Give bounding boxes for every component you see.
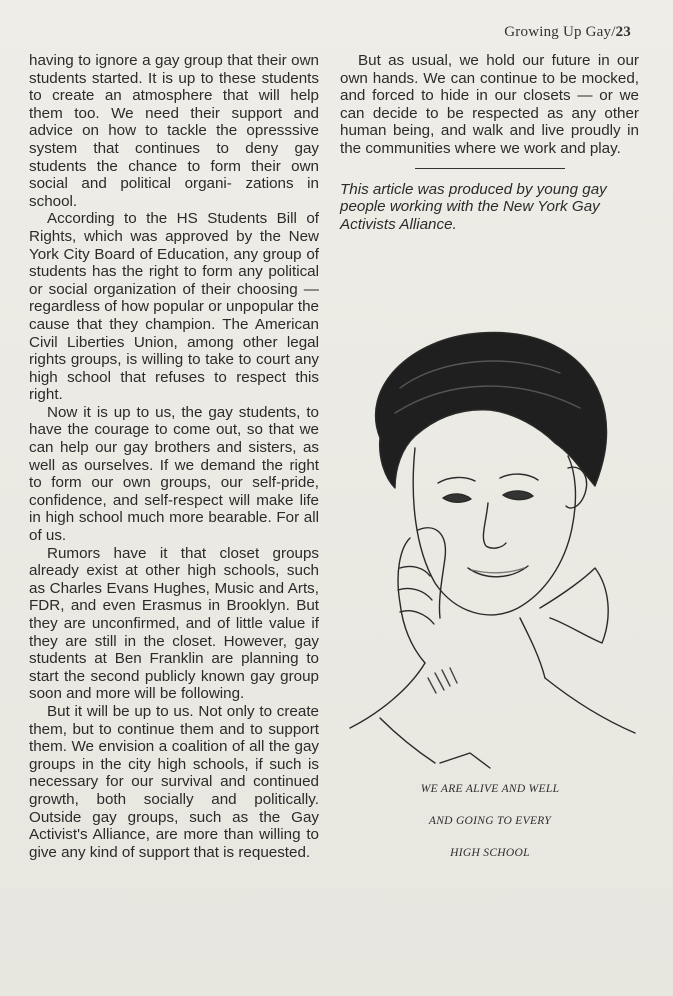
illustration-caption-line: HIGH SCHOOL <box>450 847 530 859</box>
illustration-caption-line: AND GOING TO EVERY <box>428 815 552 827</box>
section-divider <box>415 168 565 169</box>
article-paragraph: Now it is up to us, the gay students, to have the courage to come out, so that we can help our gay brothers and sisters, as well as ourselves. If we demand the right to form our own groups, our self-pride, confidence, and self-respect will make life in high school much more bearable. For all of us. <box>29 403 319 545</box>
article-paragraph: But it will be up to us. Not only to create them, but to continue them and to support them. We envision a coalition of all the gay groups in the city high schools, if such is necessary for our survival and continued growth, both socially and politically. Outside gay groups, such as the Gay Activist's Alliance, are more than willing to give any kind of support that is requested. <box>29 702 319 861</box>
portrait-drawing-icon <box>340 318 640 773</box>
article-paragraph: Rumors have it that closet groups already exist at other high schools, such as Charles Evans Hughes, Music and Arts, FDR, and even Erasmus in Brooklyn. But they are unconfirmed, and of little value if they are still in the closet. However, gay students at Ben Franklin are planning to start the second publicly known gay group soon and more will be following. <box>29 544 319 703</box>
page-number: 23 <box>615 24 631 40</box>
right-column <box>340 52 639 233</box>
illustration-caption-line: WE ARE ALIVE AND WELL <box>420 783 560 795</box>
running-head <box>504 24 631 41</box>
article-paragraph: But as usual, we hold our future in our own hands. We can continue to be mocked, and forced to hide in our closets — or we can decide to be respected as any other human being, and walk and live proudly in the communities where we work and play. <box>340 52 639 157</box>
article-paragraph: having to ignore a gay group that their own students started. It is up to these students to create an atmosphere that will help them too. We need their support and advice on how to tackle the opresssive system that continues to deny gay students the chance to form their own social and political organi- zations in school. <box>29 52 319 210</box>
article-credit: This article was produced by young gay people working with the New York Gay Activists Alliance. <box>340 180 607 233</box>
left-column <box>29 52 319 861</box>
article-paragraph: According to the HS Students Bill of Rights, which was approved by the New York City Board of Education, any group of students has the right to form any political or social organization of their choosing — regardless of how popular or unpopular the cause that they champion. The American Civil Liberties Union, among other legal rights groups, is willing to take to court any high school that refuses to respect this right. <box>29 210 319 404</box>
running-head-title: Growing Up Gay/ <box>504 24 616 40</box>
